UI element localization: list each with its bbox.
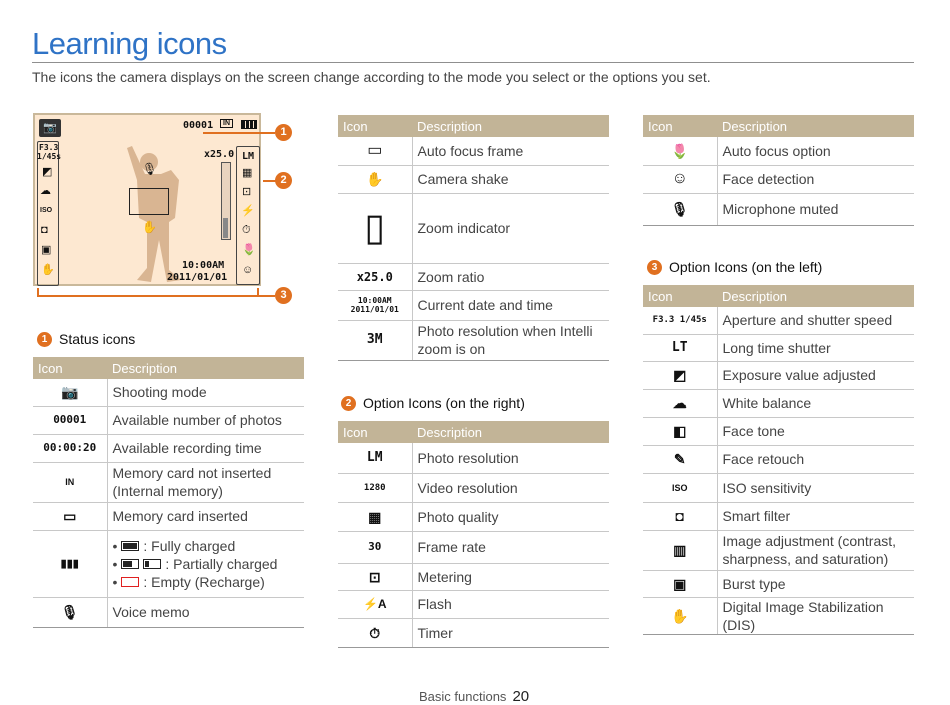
timer-icon: ⏱	[338, 618, 412, 647]
row-desc: Frame rate	[412, 531, 609, 563]
row-desc: Face tone	[717, 417, 914, 445]
page-title: Learning icons	[32, 26, 227, 61]
dis-icon: ✋	[643, 597, 717, 634]
row-desc: Auto focus option	[717, 137, 914, 165]
row-desc: Memory card inserted	[107, 502, 304, 530]
recording-time-icon: 00:00:20	[33, 434, 107, 462]
af-frame-icon: ▭	[338, 137, 412, 165]
image-adjust-icon: ▥	[643, 530, 717, 570]
row-desc: Long time shutter	[717, 334, 914, 361]
voice-memo-icon: 🎙	[142, 162, 158, 176]
aperture-readout: F3.3	[39, 143, 59, 152]
callout-line-3b	[37, 295, 275, 297]
page-number: 20	[512, 688, 530, 705]
col-desc-header: Description	[412, 421, 609, 443]
col-desc-header: Description	[717, 285, 914, 307]
dis-icon: ✋	[41, 264, 55, 276]
row-desc: Digital Image Stabilization (DIS)	[717, 597, 914, 634]
date-time-icon: 10:00AM 2011/01/01	[338, 290, 412, 320]
af-frame	[129, 188, 169, 215]
resolution-icon: LM	[242, 151, 255, 162]
row-desc: Current date and time	[412, 290, 609, 320]
shooting-mode-icon: 📷	[39, 119, 61, 137]
row-desc: Camera shake	[412, 165, 609, 193]
date-readout: 2011/01/01	[167, 272, 228, 283]
row-desc: ISO sensitivity	[717, 473, 914, 502]
mic-muted-icon: 🎙	[643, 193, 717, 225]
row-desc: Aperture and shutter speed	[717, 307, 914, 334]
row-desc: White balance	[717, 389, 914, 417]
row-desc: Video resolution	[412, 473, 609, 502]
col-desc-header: Description	[412, 115, 609, 137]
smart-filter-icon: ◘	[41, 224, 48, 236]
page-subtitle: The icons the camera displays on the screen change according to the mode you select or the options you set.	[32, 69, 711, 85]
row-desc: Shooting mode	[107, 379, 304, 406]
zoom-indicator	[221, 162, 231, 240]
col-icon-header: Icon	[338, 115, 412, 137]
option-right-table	[338, 421, 609, 648]
row-desc: Microphone muted	[717, 193, 914, 225]
camera-screen-illustration	[33, 113, 261, 286]
right-icons-table	[643, 115, 914, 226]
smart-filter-icon: ◘	[643, 502, 717, 530]
memory-card-icon: ▭	[33, 502, 107, 530]
row-desc: Memory card not inserted (Internal memory)	[107, 462, 304, 502]
battery-desc: • : Fully charged • : Partially charged • : Empty (Recharge)	[107, 530, 304, 597]
burst-icon: ▣	[41, 244, 52, 256]
photo-resolution-icon: LM	[338, 443, 412, 473]
shutter-readout: 1/45s	[37, 152, 62, 161]
row-desc: Photo quality	[412, 502, 609, 531]
voice-memo-icon: 🎙	[33, 597, 107, 627]
section-number: 2	[341, 396, 356, 411]
timer-icon: ⏱	[242, 224, 251, 236]
white-balance-icon: ☁	[643, 389, 717, 417]
row-desc: Flash	[412, 590, 609, 618]
row-desc: Available number of photos	[107, 406, 304, 434]
section-title: Option Icons (on the right)	[363, 395, 525, 411]
row-desc: Smart filter	[717, 502, 914, 530]
metering-icon: ⊡	[242, 186, 252, 198]
photo-count-icon: 00001	[33, 406, 107, 434]
row-desc: Zoom ratio	[412, 263, 609, 290]
af-option-icon: 🌷	[242, 244, 256, 256]
battery-icon	[241, 120, 257, 129]
callout-line-3c	[257, 288, 259, 296]
face-retouch-icon: ✎	[643, 445, 717, 473]
flash-icon: ⚡A	[338, 590, 412, 618]
row-desc: Burst type	[717, 570, 914, 597]
face-detect-icon: ☺	[242, 264, 254, 276]
battery-low-icon	[143, 559, 161, 569]
zoom-indicator-icon: ▯	[338, 193, 412, 263]
option-right-heading	[341, 395, 525, 411]
callout-2: 2	[275, 172, 292, 189]
option-left-heading	[647, 259, 822, 275]
intelli-zoom-res-icon: 3M	[338, 320, 412, 360]
burst-icon: ▣	[643, 570, 717, 597]
shooting-mode-icon: 📷	[33, 379, 107, 406]
middle-icons-table	[338, 115, 609, 361]
row-desc: Zoom indicator	[412, 193, 609, 263]
photo-count-readout: 00001	[183, 120, 214, 131]
af-option-icon: 🌷	[643, 137, 717, 165]
row-desc: Auto focus frame	[412, 137, 609, 165]
row-desc: Available recording time	[107, 434, 304, 462]
aperture-shutter-icon: F3.3 1/45s	[643, 307, 717, 334]
col-desc-header: Description	[717, 115, 914, 137]
time-readout: 10:00AM	[182, 260, 225, 271]
row-desc: Voice memo	[107, 597, 304, 627]
callout-line-1	[203, 132, 275, 134]
photo-quality-icon: ▦	[338, 502, 412, 531]
iso-icon: ISO	[40, 207, 53, 214]
callout-1: 1	[275, 124, 292, 141]
long-time-shutter-icon: LT	[643, 334, 717, 361]
row-desc: Exposure value adjusted	[717, 361, 914, 389]
col-icon-header: Icon	[643, 285, 717, 307]
row-desc: Timer	[412, 618, 609, 647]
video-resolution-icon: 1280	[338, 473, 412, 502]
title-rule	[32, 62, 914, 63]
memory-icon: IN	[220, 119, 233, 128]
footer-section: Basic functions	[419, 689, 507, 704]
row-desc: Photo resolution	[412, 443, 609, 473]
status-icons-heading	[37, 331, 135, 347]
ev-icon: ◩	[42, 166, 53, 178]
col-icon-header: Icon	[33, 357, 107, 379]
quality-icon: ▦	[242, 167, 253, 179]
camera-shake-icon: ✋	[142, 220, 157, 234]
row-desc: Metering	[412, 563, 609, 590]
section-number: 3	[647, 260, 662, 275]
option-left-table	[643, 285, 914, 635]
internal-memory-icon: IN	[33, 462, 107, 502]
ev-icon: ◩	[643, 361, 717, 389]
row-desc: Face retouch	[717, 445, 914, 473]
col-desc-header: Description	[107, 357, 304, 379]
section-title: Status icons	[59, 331, 136, 347]
callout-3: 3	[275, 287, 292, 304]
flash-icon: ⚡	[241, 205, 255, 217]
col-icon-header: Icon	[338, 421, 412, 443]
col-icon-header: Icon	[643, 115, 717, 137]
zoom-ratio-icon: x25.0	[338, 263, 412, 290]
white-balance-icon: ☁	[40, 185, 51, 197]
face-tone-icon: ◧	[643, 417, 717, 445]
battery-icon: ▮▮▮	[33, 530, 107, 597]
face-detection-icon: ☺	[643, 165, 717, 193]
battery-full-icon	[121, 541, 139, 551]
row-desc: Face detection	[717, 165, 914, 193]
zoom-ratio-readout: x25.0	[204, 149, 235, 160]
metering-icon: ⊡	[338, 563, 412, 590]
row-desc: Image adjustment (contrast, sharpness, and saturation)	[717, 530, 914, 570]
page-footer	[419, 688, 529, 705]
status-icons-table	[33, 357, 304, 628]
battery-half-icon	[121, 559, 139, 569]
camera-shake-icon: ✋	[338, 165, 412, 193]
section-title: Option Icons (on the left)	[669, 259, 823, 275]
row-desc: Photo resolution when Intelli zoom is on	[412, 320, 609, 360]
frame-rate-icon: 30	[338, 531, 412, 563]
iso-icon: ISO	[643, 473, 717, 502]
section-number: 1	[37, 332, 52, 347]
battery-empty-icon	[121, 577, 139, 587]
